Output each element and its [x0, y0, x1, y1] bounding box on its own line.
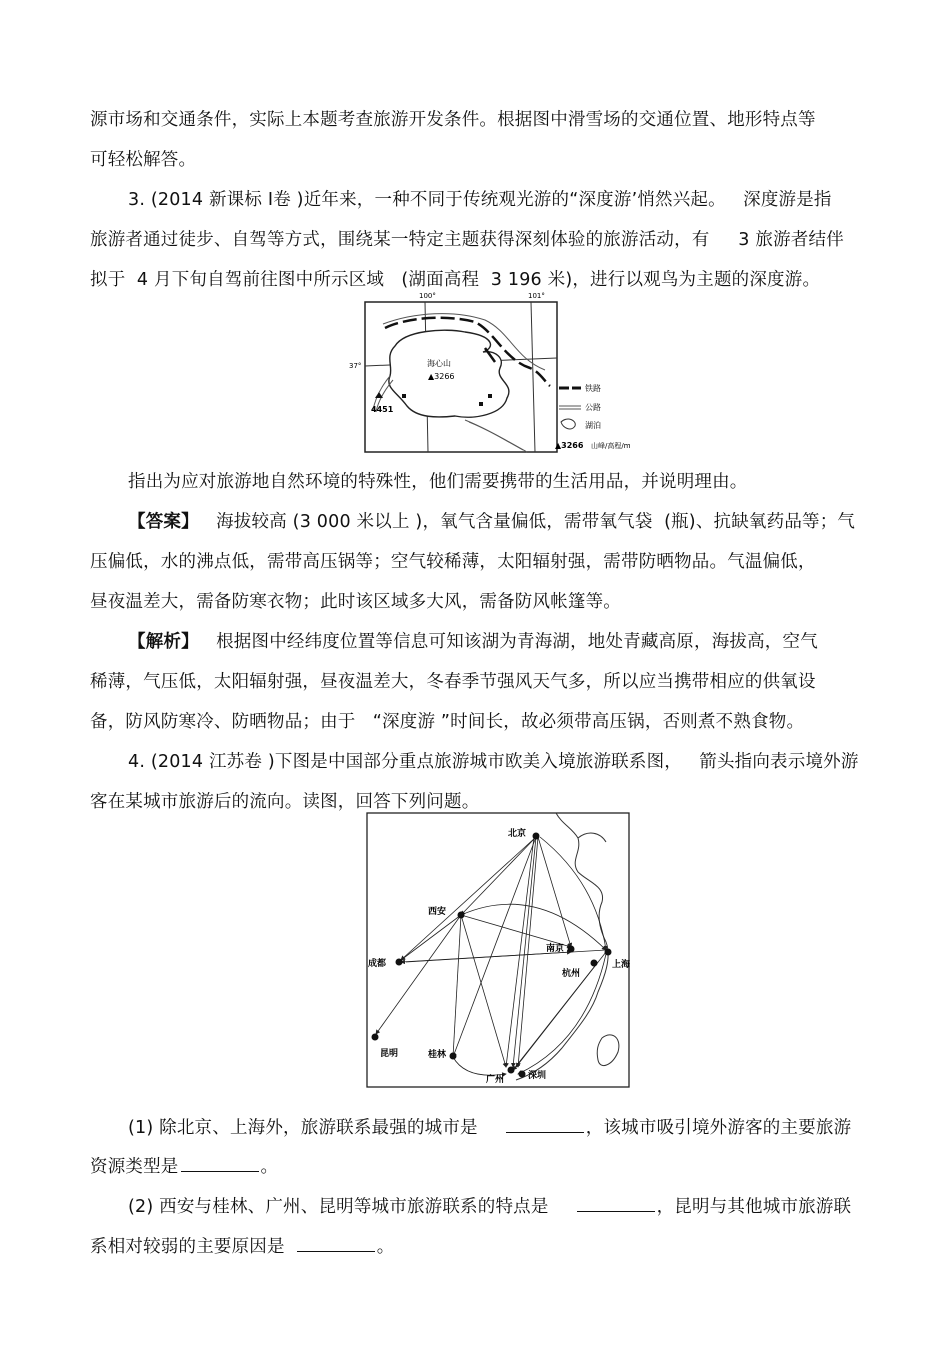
- answer-tag: 【答案】: [128, 512, 199, 532]
- analysis3-line-3: 备，防风防寒冷、防晒物品；由于 “深度游 ”时间长，故必须带高压锅，否则煮不熟食物。: [90, 712, 805, 732]
- city-chengdu: 成都: [368, 959, 387, 969]
- analysis3-text-1: 根据图中经纬度位置等信息可知该湖为青海湖，地处青藏高原，海拔高，空气: [198, 632, 818, 652]
- analysis-tag: 【解析】: [128, 632, 199, 652]
- analysis3-line-2: 稀薄，气压低，太阳辐射强，昼夜温差大，冬春季节强风天气多，所以应当携带相应的供氧设: [90, 672, 816, 692]
- sub1-line-1: [128, 1116, 851, 1140]
- legend-peak-label: 山峰/高程/m: [591, 442, 631, 450]
- sub2-text-b: ，昆明与其他城市旅游联: [656, 1197, 852, 1217]
- sub1-text-a: (1) 除北京、上海外，旅游联系最强的城市是: [128, 1118, 478, 1138]
- sub1-blank-1[interactable]: [506, 1116, 584, 1133]
- sub2-text-a: (2) 西安与桂林、广州、昆明等城市旅游联系的特点是: [128, 1197, 549, 1217]
- legend-peak-sample: ▲3266: [555, 441, 584, 450]
- map1-lon-100: 100°: [419, 292, 436, 300]
- sub1-blank-2[interactable]: [181, 1155, 259, 1172]
- qinghai-lake-map: [345, 288, 655, 458]
- legend-railway: 铁路: [585, 384, 601, 393]
- map1-island-elev: ▲3266: [428, 372, 455, 381]
- q3-line-1: 3. (2014 新课标 Ⅰ卷 )近年来，一种不同于传统观光游的“深度游’悄然兴起。 深度游是指: [128, 190, 832, 210]
- legend-road: 公路: [585, 403, 601, 412]
- map1-lon-101: 101°: [528, 292, 545, 300]
- sub2-text-d: 。: [376, 1237, 395, 1257]
- tourism-flow-map: [366, 812, 630, 1088]
- sub2-line-1: [128, 1195, 851, 1219]
- city-hangzhou: 杭州: [562, 969, 581, 979]
- sub1-text-c: 资源类型是: [90, 1157, 179, 1177]
- q3-line-2: 旅游者通过徒步、自驾等方式，围绕某一特定主题获得深刻体验的旅游活动，有 3 旅游者结伴: [90, 230, 844, 250]
- sub2-text-c: 系相对较弱的主要原因是: [90, 1237, 285, 1257]
- analysis3-line-1: [128, 630, 818, 654]
- city-shenzhen: 深圳: [528, 1071, 547, 1081]
- q4-line-2: 客在某城市旅游后的流向。读图，回答下列问题。: [90, 792, 480, 812]
- city-beijing: 北京: [508, 829, 527, 839]
- legend-lake: 湖泊: [585, 421, 601, 430]
- sub1-text-b: ，该城市吸引境外游客的主要旅游: [585, 1118, 852, 1138]
- city-shanghai: 上海: [612, 960, 630, 970]
- city-xian: 西安: [428, 907, 447, 917]
- sub1-line-2: [90, 1155, 278, 1179]
- map1-island-name: 海心山: [427, 359, 451, 368]
- city-nanjing: 南京: [546, 944, 565, 954]
- q4-line-1: 4. (2014 江苏卷 )下图是中国部分重点旅游城市欧美入境旅游联系图， 箭头指向表示境外游: [128, 752, 859, 772]
- answer3-text-1: 海拔较高 (3 000 米以上 )，氧气含量偏低，需带氧气袋 (瓶)、抗缺氧药品等；气: [198, 512, 856, 532]
- city-guangzhou: 广州: [486, 1075, 505, 1085]
- city-guilin: 桂林: [428, 1050, 447, 1060]
- sub2-blank-2[interactable]: [297, 1235, 375, 1252]
- answer3-line-2: 压偏低，水的沸点低，需带高压锅等；空气较稀薄，太阳辐射强，需带防晒物品。气温偏低，: [90, 552, 816, 572]
- intro-line-1: 源市场和交通条件，实际上本题考查旅游开发条件。根据图中滑雪场的交通位置、地形特点等: [90, 110, 816, 130]
- sub2-line-2: [90, 1235, 394, 1259]
- answer3-line-1: [128, 510, 855, 534]
- sub2-blank-1[interactable]: [577, 1195, 655, 1212]
- intro-line-2: 可轻松解答。: [90, 150, 197, 170]
- map1-lat-37: 37°: [349, 362, 362, 370]
- answer3-line-3: 昼夜温差大，需备防寒衣物；此时该区域多大风，需备防风帐篷等。: [90, 592, 621, 612]
- sub1-text-d: 。: [260, 1157, 279, 1177]
- map1-peak-elev: 4451: [371, 405, 394, 414]
- q3-line-3: 拟于 4 月下旬自驾前往图中所示区域 (湖面高程 3 196 米)，进行以观鸟为主题的深度游。: [90, 270, 821, 290]
- q3-question: 指出为应对旅游地自然环境的特殊性，他们需要携带的生活用品，并说明理由。: [128, 472, 748, 492]
- city-kunming: 昆明: [380, 1049, 399, 1059]
